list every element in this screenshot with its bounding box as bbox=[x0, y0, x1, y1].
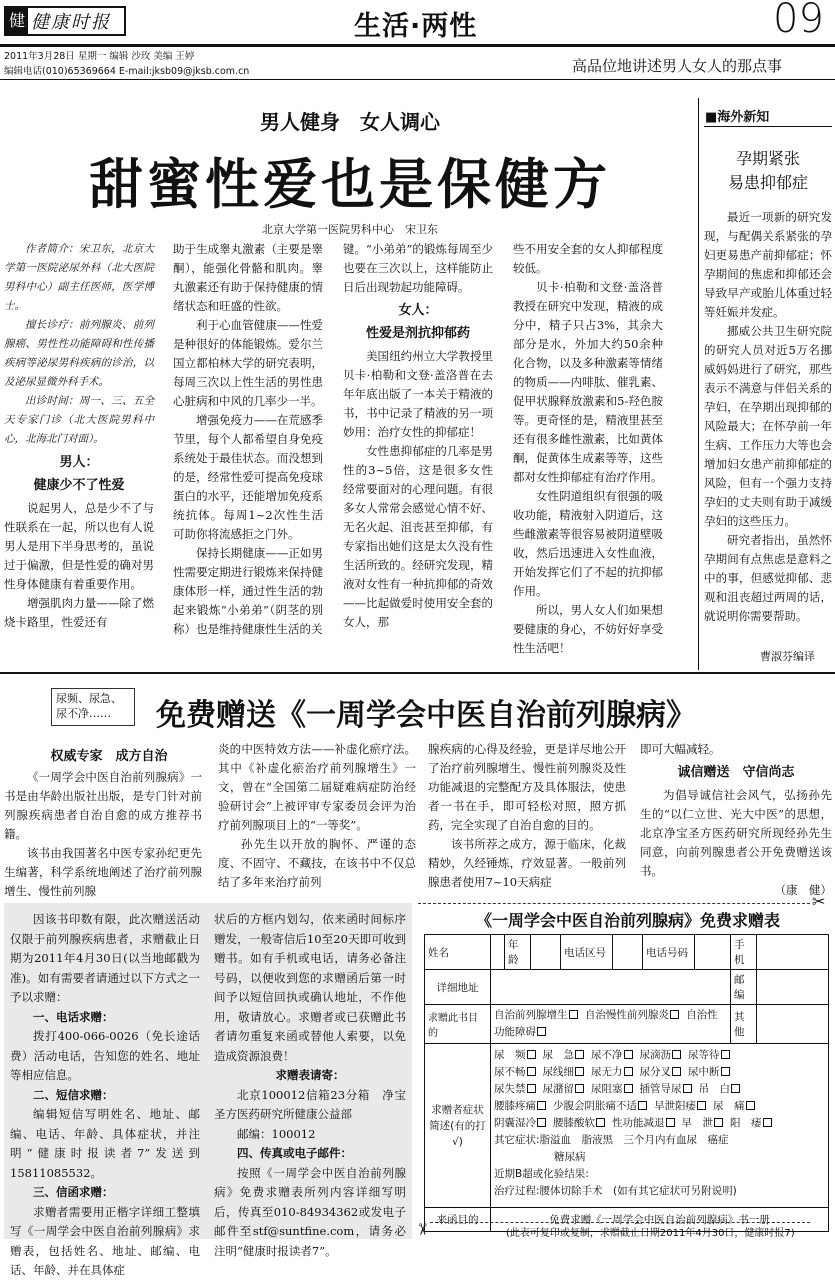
symptom-row bbox=[494, 1115, 825, 1132]
checkbox[interactable] bbox=[763, 1118, 772, 1127]
section-subhead: 性爱是剂抗抑郁药 bbox=[365, 326, 470, 341]
symptom-option[interactable] bbox=[640, 1083, 696, 1095]
symptom-label: 尿阻塞 bbox=[591, 1083, 623, 1095]
checkbox[interactable] bbox=[527, 1084, 536, 1093]
symptom-option[interactable] bbox=[494, 1083, 540, 1095]
symptom-row bbox=[494, 1047, 825, 1064]
sidebar-tag-rule bbox=[704, 126, 832, 127]
sidebar-tag: ■海外新知 bbox=[705, 110, 770, 125]
byline: （康 健） bbox=[774, 883, 832, 897]
form-sender-value: 免费求赠《一周学会中医自治前列腺病》书一册 bbox=[491, 1208, 829, 1232]
symptom-option[interactable] bbox=[730, 1117, 776, 1129]
symptom-option[interactable] bbox=[494, 1066, 540, 1078]
method-heading: 三、信函求赠： bbox=[33, 1185, 114, 1199]
article-kicker: 男人健身 女人调心 bbox=[260, 110, 440, 134]
symptom-label: 尿等待 bbox=[688, 1049, 720, 1061]
reason-option-3[interactable]: 自治性功能障碍 bbox=[494, 1009, 718, 1038]
paragraph: 因该书印数有限，此次赠送活动仅限于前列腺疾病患者，求赠截止日期为2011年4月30日(以当地邮戳为准)。如有需要者请通过以下方式之一予以求赠： bbox=[10, 912, 200, 1004]
symptom-option[interactable] bbox=[494, 1117, 550, 1129]
symptom-label: 尿 急 bbox=[542, 1049, 574, 1061]
symptom-extra-line: 近期B超或化验结果: bbox=[494, 1168, 589, 1180]
symptom-label: 尿不畅 bbox=[494, 1066, 526, 1078]
symptom-label: 尿不净 bbox=[591, 1049, 623, 1061]
symptom-label: 插管导尿 bbox=[639, 1083, 682, 1095]
symptom-label: 尿失禁 bbox=[494, 1083, 526, 1095]
paragraph: 北京100012信箱23分箱 净宝圣方医药研究所健康公益部 bbox=[214, 1087, 406, 1121]
symptom-option[interactable] bbox=[640, 1049, 686, 1061]
paragraph: 拨打400-066-0026（免长途话费）活动电话，告知您的姓名、地址等相应信息。 bbox=[10, 1029, 200, 1082]
ad-col-4 bbox=[640, 740, 832, 900]
section-subhead: 男人： bbox=[59, 455, 99, 470]
logo bbox=[4, 6, 126, 36]
symptom-option[interactable] bbox=[688, 1049, 734, 1061]
symptom-option[interactable] bbox=[612, 1117, 679, 1129]
ad-col-3 bbox=[428, 740, 626, 900]
request-form bbox=[424, 934, 829, 1232]
cut-line-top bbox=[418, 903, 810, 904]
checkbox[interactable] bbox=[731, 1084, 740, 1093]
form-field-age[interactable] bbox=[531, 935, 561, 970]
symptom-label: 尿线细 bbox=[542, 1066, 574, 1078]
section-subhead: 女人： bbox=[398, 303, 438, 318]
paragraph: 按照《一周学会中医自治前列腺病》免费求赠表所列内容详细写明后，传真至010-84934362或发电子邮件至stf@suntfine.com，请务必注明“健康时报读者7”。 bbox=[214, 1165, 406, 1258]
symptom-option[interactable] bbox=[494, 1049, 540, 1061]
symptoms-box-text: 尿频、尿急、尿不净…… bbox=[56, 692, 122, 720]
method-heading: 四、传真或电子邮件： bbox=[237, 1146, 352, 1160]
paragraph: 炎的中医特效方法——补虚化瘀疗法。其中《补虚化瘀治疗前列腺增生》一文，曾在“全国第二届疑难病症防治经验研讨会”上被评审专家委员会评为治疗前列腺项目上的“一等奖”。 bbox=[218, 742, 416, 832]
section-subhead: 健康少不了性爱 bbox=[33, 478, 125, 493]
paragraph: 键。“小弟弟”的锻炼每周至少也要在三次以上，这样能防止日后出现勃起功能障碍。 bbox=[343, 242, 493, 294]
symptom-option[interactable] bbox=[713, 1100, 759, 1112]
paragraph: 孙先生以开放的胸怀、严谨的态度、不固守、不藏技，在该书中不仅总结了多年来治疗前列 bbox=[218, 837, 416, 889]
symptom-extra-line: 治疗过程:腰体切除手术 (如有其它症状可另附说明) bbox=[494, 1185, 737, 1197]
checkbox[interactable] bbox=[714, 1118, 723, 1127]
form-label-postcode: 邮编 bbox=[731, 970, 757, 1005]
sidebar-title-2: 易患抑郁症 bbox=[727, 173, 808, 192]
symptom-row bbox=[494, 1064, 825, 1081]
symptom-label: 少腹会阴胀痛不适 bbox=[553, 1100, 637, 1112]
paragraph: 女性患抑郁症的几率是男性的3~5倍，这是很多女性经常要面对的心理问题。有很多女人常常会感觉心情不好、无名火起、沮丧甚至抑郁，有专家指出她们这是太久没有性生活所致的。经研究发现，精液对女性有一种抗抑郁的奇效——比起做爱时使用安全套的女人，那 bbox=[343, 444, 493, 629]
symptom-option[interactable] bbox=[543, 1049, 589, 1061]
author-bio: 作者简介：宋卫东，北京大学第一医院泌尿外科（北大医院男科中心）副主任医师，医学博士。 bbox=[4, 243, 154, 312]
paragraph: 腺疾病的心得及经验，更是详尽地公开了治疗前列腺增生、慢性前列腺炎及性功能减退的完整配方及具体服法，使患者一书在手，即可轻松对照，照方抓药，完全实现了自治自愈的目的。 bbox=[428, 742, 626, 832]
article-headline: 甜蜜性爱也是保健方 bbox=[89, 153, 611, 216]
symptom-option[interactable] bbox=[640, 1066, 686, 1078]
symptom-extra-line: 其它症状:脂溢血 脂液黑 三个月内有血尿 癌症 bbox=[494, 1134, 729, 1146]
scissors-icon: ✂ bbox=[812, 892, 826, 911]
symptom-option[interactable] bbox=[591, 1049, 637, 1061]
article-col-4 bbox=[513, 240, 663, 668]
form-label-address: 详细地址 bbox=[425, 970, 491, 1005]
checkbox[interactable] bbox=[624, 1050, 633, 1059]
masthead-rule-top bbox=[0, 44, 835, 47]
symptom-option[interactable] bbox=[543, 1083, 589, 1095]
request-col-2 bbox=[214, 910, 406, 1258]
paragraph: 所以，男人女人们如果想要健康的身心，不妨好好享受性生活吧！ bbox=[513, 603, 663, 655]
form-field-name[interactable] bbox=[491, 935, 505, 970]
contact-line: 编辑电话(010)65369664 E-mail:jksb09@jksb.com.cn bbox=[4, 66, 250, 77]
paragraph: 说起男人，总是少不了与性联系在一起，所以也有人说男人是用下半身思考的，虽说过于偏激，但是性爱的确对男性身体健康有着重要作用。 bbox=[4, 501, 154, 591]
checkbox[interactable] bbox=[575, 1067, 584, 1076]
masthead bbox=[0, 0, 835, 90]
symptom-option[interactable] bbox=[654, 1100, 710, 1112]
form-field-address[interactable] bbox=[491, 970, 731, 1005]
article-col-1 bbox=[4, 240, 154, 668]
form-label-symptoms: 求赠者症状简述(有的打√) bbox=[425, 1044, 491, 1208]
checkbox[interactable] bbox=[697, 1101, 706, 1110]
method-heading: 一、电话求赠： bbox=[33, 1009, 114, 1024]
symptom-option[interactable] bbox=[494, 1100, 550, 1112]
paragraph: 状后的方框内划勾，依来函时间标序赠发，一般寄信后10至20天即可收到赠书。如有手机或电话，请务必备注号码，以便收到您的求赠函后第一时间予以短信回执或确认地址，不作他用，敬请放心。求赠者或已获赠此书者请勿重复来函或替他人索要，以免造成资源浪费！ bbox=[214, 912, 406, 1063]
checkbox[interactable] bbox=[537, 1118, 546, 1127]
form-field-phone[interactable] bbox=[695, 935, 731, 970]
paragraph: 邮编：100012 bbox=[237, 1126, 316, 1141]
form-title: 《一周学会中医自治前列腺病》免费求赠表 bbox=[475, 911, 780, 930]
symptom-option[interactable] bbox=[591, 1066, 637, 1078]
paragraph: 最近一项新的研究发现，与配偶关系紧张的孕妇更易患产前抑郁症；怀孕期间的焦虑和抑郁还会导致早产或胎儿体重过轻等妊娠并发症。 bbox=[704, 210, 832, 319]
checkbox[interactable] bbox=[537, 1101, 546, 1110]
method-heading: 二、短信求赠： bbox=[33, 1087, 114, 1102]
paragraph: 保持长期健康——正如男性需要定期进行锻炼来保持健康体形一样，通过性生活的勃起来锻炼“小弟弟”（阴茎的別称）也是维持健康性生活的关 bbox=[173, 546, 323, 636]
form-label-reason: 求赠此书目的 bbox=[425, 1005, 491, 1044]
symptom-label: 吊 白 bbox=[698, 1083, 730, 1095]
symptoms-box bbox=[51, 688, 135, 726]
checkbox[interactable] bbox=[638, 1101, 647, 1110]
symptom-label: 尿 频 bbox=[494, 1049, 526, 1061]
paragraph: 挪威公共卫生研究院的研究人员对近5万名挪威妈妈进行了研究，那些表示不满意与伴侣关系的孕妇，在孕期出现抑郁的风险最大；在怀孕前一年生病、工作压力大等也会增加妇女患产前抑郁症的风险，但有一个强力支持孕妇的丈夫则有助于减缓孕妇的这些压力。 bbox=[704, 324, 832, 528]
paragraph: 利于心血管健康——性爱是种很好的体能锻炼。爱尔兰国立都柏林大学的研究表明，每周三次以上性生活的男性患心脏病和中风的几率少一半。 bbox=[173, 318, 323, 408]
checkbox[interactable] bbox=[624, 1067, 633, 1076]
checkbox[interactable] bbox=[575, 1050, 584, 1059]
article-bottom-rule bbox=[0, 672, 835, 674]
symptom-label: 腰膝疼痛 bbox=[494, 1100, 536, 1112]
form-symptom-grid bbox=[491, 1044, 829, 1208]
paragraph: 该书所荐之成方，源于临床，化裁精妙，久经锤炼，疗效显著。一般前列腺患者使用7~10天病症 bbox=[428, 837, 626, 889]
symptom-option[interactable] bbox=[699, 1083, 745, 1095]
symptom-option[interactable] bbox=[543, 1066, 589, 1078]
symptom-label: 性功能减退 bbox=[612, 1117, 665, 1129]
form-label-phone: 电话号码 bbox=[643, 935, 695, 970]
paragraph: 编辑短信写明姓名、地址、邮编、电话、年龄、具体症状，并注明“健康时报读者7”发送到15811085532。 bbox=[10, 1107, 200, 1180]
form-label-mobile: 手机 bbox=[731, 935, 757, 970]
form-reason-options bbox=[491, 1005, 731, 1044]
form-field-other[interactable] bbox=[757, 1005, 829, 1044]
checkbox[interactable] bbox=[624, 1084, 633, 1093]
form-label-sender: 来函目的 bbox=[425, 1208, 491, 1232]
symptom-extra-line: 糖尿病 bbox=[554, 1151, 586, 1163]
form-field-phone-area[interactable] bbox=[613, 935, 643, 970]
form-label-phone-area: 电话区号 bbox=[561, 935, 613, 970]
checkbox[interactable] bbox=[527, 1067, 536, 1076]
logo-icon: 健 bbox=[6, 8, 28, 34]
checkbox[interactable] bbox=[683, 1084, 692, 1093]
ad-col-2 bbox=[218, 740, 416, 900]
sidebar-credit: 曹淑芬编译 bbox=[760, 650, 815, 663]
checkbox[interactable] bbox=[721, 1067, 730, 1076]
paragraph: 该书由我国著名中医专家孙纪更先生编著，科学系统地阐述了治疗前列腺增生、慢性前列腺 bbox=[4, 846, 202, 898]
checkbox[interactable] bbox=[596, 1118, 605, 1127]
form-label-age: 年龄 bbox=[505, 935, 531, 970]
symptom-label: 阴囊湿冷 bbox=[494, 1117, 536, 1129]
ad-col-1 bbox=[4, 768, 202, 900]
symptom-label: 阳 痿 bbox=[730, 1117, 762, 1129]
paragraph: 助于生成睾丸激素（主要是睾酮），能强化骨骼和肌肉。睾丸激素还有助于保持健康的情绪状态和旺盛的性欲。 bbox=[173, 242, 323, 313]
reason-option-2[interactable]: 自治慢性前列腺炎 bbox=[585, 1009, 683, 1021]
symptom-label: 尿中断 bbox=[688, 1066, 720, 1078]
checkbox[interactable] bbox=[672, 1050, 681, 1059]
slogan: 高品位地讲述男人女人的那点事 bbox=[572, 57, 783, 75]
form-label-other: 其他 bbox=[731, 1005, 757, 1044]
paragraph: 即可大幅减轻。 bbox=[640, 742, 721, 756]
paragraph: 美国纽约州立大学教授里贝卡·柏勒和文登·盖洛普在去年年底出版了一本关于精液的书，书中记录了精液的另一项妙用：治疗女性的抑郁症！ bbox=[343, 349, 493, 439]
symptom-label: 尿无力 bbox=[591, 1066, 623, 1078]
form-field-mobile[interactable] bbox=[757, 935, 829, 970]
checkbox[interactable] bbox=[575, 1084, 584, 1093]
form-label-name: 姓名 bbox=[425, 935, 491, 970]
symptom-option[interactable] bbox=[591, 1083, 637, 1095]
checkbox[interactable] bbox=[672, 1067, 681, 1076]
cut-line-bottom bbox=[430, 1222, 810, 1223]
sidebar-divider bbox=[698, 98, 699, 670]
paragraph: 为倡导诚信社会风气，弘扬孙先生的“以仁立世、光大中医”的思想，北京净宝圣方医药研究所现经孙先生同意，向前列腺患者公开免费赠送该书。 bbox=[640, 788, 832, 878]
masthead-rule-bottom bbox=[0, 79, 835, 80]
page-number: 09 bbox=[773, 0, 824, 42]
symptom-label: 尿 痛 bbox=[713, 1100, 745, 1112]
symptom-row bbox=[494, 1081, 825, 1098]
checkbox[interactable] bbox=[527, 1050, 536, 1059]
symptom-option[interactable] bbox=[682, 1117, 728, 1129]
scissors-icon-bottom: ✂ bbox=[413, 1222, 433, 1237]
paragraph: 贝卡·柏勒和文登·盖洛普教授在研究中发现，精液的成分中，精子只占3%，其余大部分是水，外加大约50余种化合物，以及多种激素等情绪的物质——内啡肽、催乳素、促甲状腺释放激素和5-羟色胺等。更奇怪的是，精液里甚至还有很多雌性激素，比如黄体酮，促黄体生成素等等，这些都对女性抑郁症有治疗作用。 bbox=[513, 280, 663, 484]
author-bio: 擅长诊疗：前列腺炎、前列腺癌、男性性功能障碍和性传播疾病等泌尿男科疾病的诊治，以及泌尿显微外科手术。 bbox=[4, 319, 154, 388]
request-col-1 bbox=[10, 910, 200, 1277]
symptom-option[interactable] bbox=[553, 1100, 651, 1112]
paragraph: 研究者指出，虽然怀孕期间有点焦虑是意料之中的事，但感觉抑郁、悲观和沮丧超过两周的话，就说明你需要帮助。 bbox=[704, 533, 832, 623]
sidebar-body bbox=[704, 208, 832, 644]
logo-text: 健康时报 bbox=[31, 12, 111, 33]
paragraph: 增强肌肉力量——除了燃烧卡路里，性爱还有 bbox=[4, 596, 154, 629]
paragraph: 求赠者需要用正楷字详细工整填写《一周学会中医自治前列腺病》求赠表，包括姓名、地址、邮编、电话、年龄、并在具体症 bbox=[10, 1204, 200, 1277]
symptom-option[interactable] bbox=[553, 1117, 609, 1129]
article-col-2 bbox=[173, 240, 323, 668]
symptom-label: 尿分叉 bbox=[639, 1066, 671, 1078]
symptom-row bbox=[494, 1098, 825, 1115]
checkbox[interactable] bbox=[721, 1050, 730, 1059]
ad-headline: 免费赠送《一周学会中医自治前列腺病》 bbox=[156, 698, 696, 733]
symptom-option[interactable] bbox=[688, 1066, 734, 1078]
article-byline: 北京大学第一医院男科中心 宋卫东 bbox=[262, 223, 438, 236]
paragraph: 女性阴道组织有很强的吸收功能，精液射入阴道后，这些雌激素等很容易被阴道壁吸收，然后迅速进入女性血液，开始发挥它们了不起的抗抑郁作用。 bbox=[513, 489, 663, 598]
section-title: 生活·两性 bbox=[354, 11, 478, 42]
form-field-postcode[interactable] bbox=[757, 970, 829, 1005]
symptom-label: 腰膝酸软 bbox=[553, 1117, 595, 1129]
section-subhead: 诚信赠送 守信尚志 bbox=[677, 765, 795, 780]
form-footnote: (此表可复印或复制，求赠截止日期2011年4月30日，健康时报7) bbox=[506, 1228, 795, 1239]
checkbox[interactable] bbox=[666, 1118, 675, 1127]
paragraph: 些不用安全套的女人抑郁程度较低。 bbox=[513, 242, 663, 275]
article-col-3 bbox=[343, 240, 493, 668]
paragraph: 增强免疫力——在荒感季节里，每个人都希望自身免疫系统处于最佳状态。而没想到的是，经常性爱可提高免疫球蛋白的水平，还能增加免疫系统抗体。每周1~2次性生活可助你将流感拒之门外。 bbox=[173, 413, 323, 541]
symptom-label: 早 泄 bbox=[681, 1117, 713, 1129]
mail-heading: 求赠表请寄： bbox=[275, 1068, 345, 1082]
ad-subhead: 权威专家 成方自治 bbox=[50, 749, 168, 764]
symptom-label: 尿滴沥 bbox=[639, 1049, 671, 1061]
reason-option-1[interactable]: 自治前列腺增生 bbox=[494, 1009, 582, 1021]
sidebar-title-1: 孕期紧张 bbox=[735, 149, 800, 168]
paragraph: 《一周学会中医自治前列腺病》一书是由华龄出版社出版，是专门针对前列腺疾病患者自治自愈的成方推荐书籍。 bbox=[4, 770, 202, 841]
date-line: 2011年3月28日 星期一 编辑 沙玫 美编 王婷 bbox=[4, 51, 195, 62]
author-bio: 出诊时间：周一、三、五全天专家门诊（北大医院男科中心，北海北门对面）。 bbox=[4, 395, 154, 445]
symptom-label: 早泄阳痿 bbox=[654, 1100, 696, 1112]
symptom-label: 尿潴留 bbox=[542, 1083, 574, 1095]
checkbox[interactable] bbox=[746, 1101, 755, 1110]
